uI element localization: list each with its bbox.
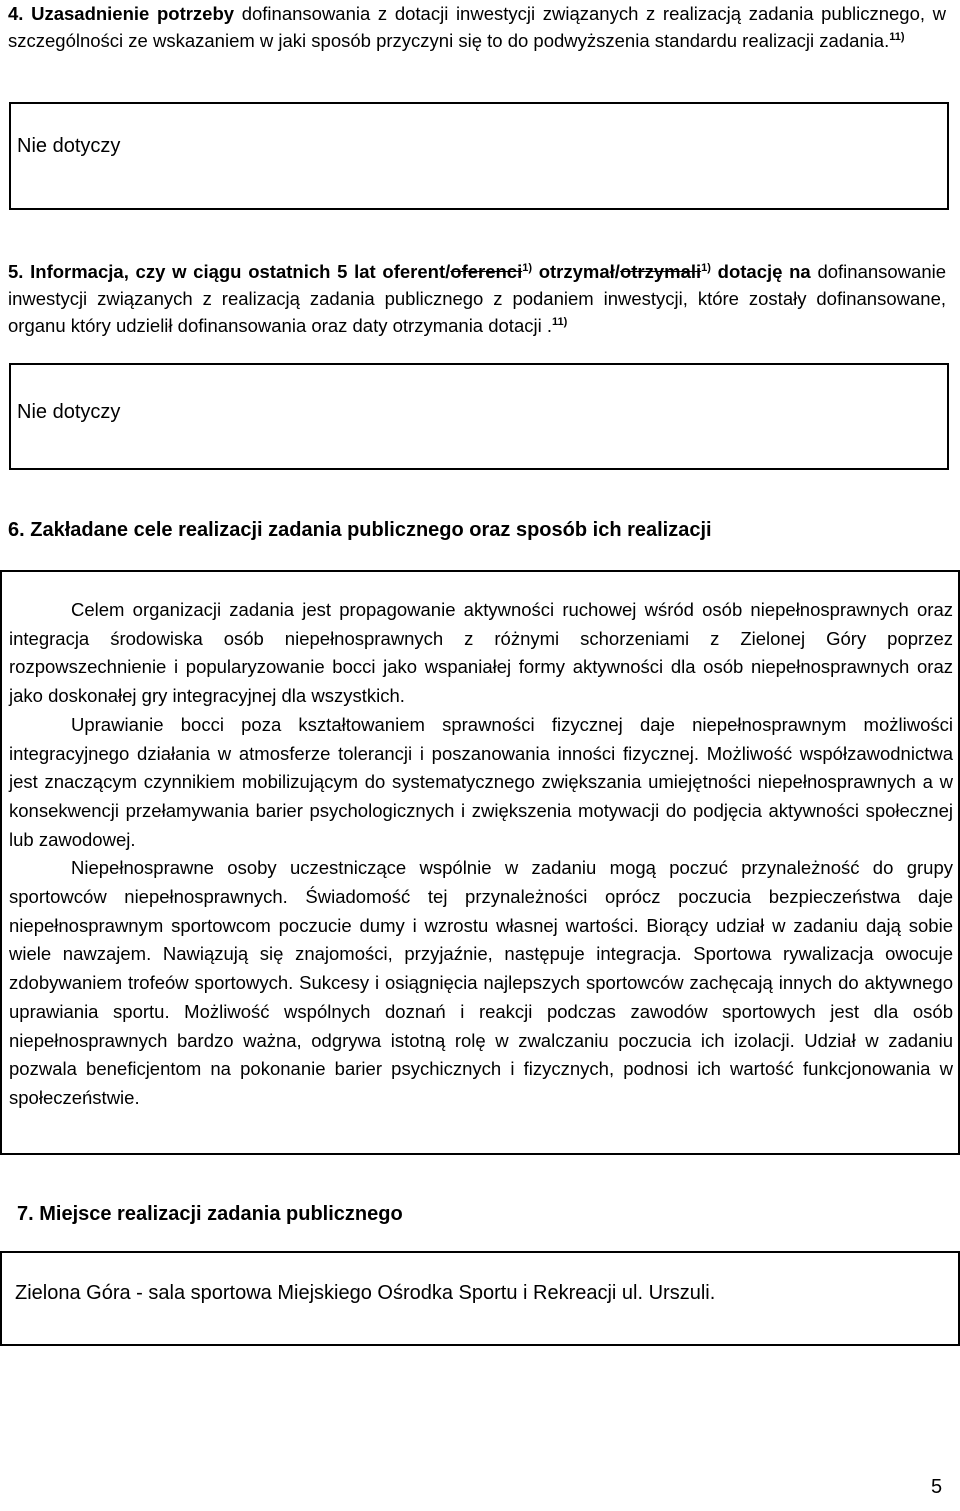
section-5-heading-part1: 5. Informacja, czy w ciągu ostatnich 5 lat oferent/ bbox=[8, 261, 451, 282]
section-6-paragraph-2: Uprawianie bocci poza kształtowaniem sprawności fizycznej daje niepełnosprawnym możliwości integracyjnego działania w atmosferze tolerancji i poszanowania inności fizycznej. Możliwość współzawodnictwa jest znaczącym czynnikiem mobilizującym do systematycznego zwiększania umiejętności niepełnosprawnych a w konsekwencji przełamywania barier psychologicznych i zwiększenia motywacji do podjęcia aktywności społecznej lub zawodowej. bbox=[9, 713, 953, 850]
section-5-text bbox=[8, 258, 946, 339]
section-7-heading: 7. Miejsce realizacji zadania publicznego bbox=[17, 1203, 403, 1225]
section-5-footnote: 11) bbox=[552, 315, 568, 328]
section-4-text bbox=[8, 0, 946, 54]
section-4-footnote: 11) bbox=[889, 30, 905, 43]
section-4-title: Uzasadnienie potrzeby bbox=[31, 3, 235, 24]
section-5-description: dofinansowanie inwestycji związanych z realizacją zadania publicznego z podaniem inwestycji, które zostały dofinansowane, organu który udzielił dofinansowania oraz daty otrzymania dotacji . bbox=[8, 261, 947, 336]
section-7-box bbox=[0, 1251, 960, 1346]
section-4-answer: Nie dotyczy bbox=[17, 135, 121, 157]
section-4-number: 4. bbox=[8, 3, 24, 24]
section-5-struck-otrzymali: otrzymali bbox=[619, 261, 702, 282]
section-5-heading-part3: dotację na bbox=[710, 261, 811, 282]
section-6-box bbox=[0, 570, 960, 1155]
section-5-answer: Nie dotyczy bbox=[17, 401, 121, 423]
section-6-paragraph-3: Niepełnosprawne osoby uczestniczące wspólnie w zadaniu mogą poczuć przynależność do grupy sportowców niepełnosprawnych. Świadomość tej przynależności oprócz poczucia bezpieczeństwa daje niepełnosprawnym sportowcom poczucie dumy i wzrostu własnej wartości. Biorący udział w zadaniu dają sobie wiele nawzajem. Nawiązują się znajomości, przyjaźnie, następuje integracja. Sportowa rywalizacja owocuje zdobywaniem trofeów sportowych. Sukcesy i osiągnięcia najlepszych sportowców zachęcają innych do aktywnego uprawiania sportu. Możliwość wspólnych doznań i reakcji podczas zawodów sportowych jest dla osób niepełnosprawnych bardzo ważna, odgrywa istotną rolę w zwalczaniu poczucia ich izolacji. Udział w zadaniu pozwala beneficjentom na pokonanie barier psychicznych i fizycznych, podnosi ich wartość funkcjonowania w społeczeństwie. bbox=[9, 857, 953, 1108]
section-5-answer-box bbox=[9, 363, 949, 470]
section-5-heading-part2: otrzymał/ bbox=[532, 261, 620, 282]
page-number: 5 bbox=[931, 1476, 943, 1498]
section-6-paragraph-1: Celem organizacji zadania jest propagowanie aktywności ruchowej wśród osób niepełnosprawnych oraz integracja środowiska osób niepełnosprawnych z różnymi schorzeniami z Zielonej Góry poprzez rozpowszechnienie i popularyzowanie bocci jako wspaniałej formy aktywności dla osób niepełnosprawnych oraz jako doskonałej gry integracyjnej dla wszystkich. bbox=[9, 599, 953, 707]
section-4-description: dofinansowania z dotacji inwestycji związanych z realizacją zadania publicznego, w szczególności ze wskazaniem w jaki sposób przyczyni się to do podwyższenia standardu realizacji zadania. bbox=[8, 3, 947, 51]
section-7-answer: Zielona Góra - sala sportowa Miejskiego Ośrodka Sportu i Rekreacji ul. Urszuli. bbox=[15, 1282, 716, 1304]
section-5-footnote-1: 1) bbox=[522, 261, 533, 274]
section-6-heading: 6. Zakładane cele realizacji zadania publicznego oraz sposób ich realizacji bbox=[8, 519, 712, 541]
section-4-answer-box bbox=[9, 102, 949, 210]
section-5-struck-oferenci: oferenci bbox=[450, 261, 523, 282]
section-6-body bbox=[9, 596, 953, 1113]
section-5-footnote-2: 1) bbox=[701, 261, 711, 274]
